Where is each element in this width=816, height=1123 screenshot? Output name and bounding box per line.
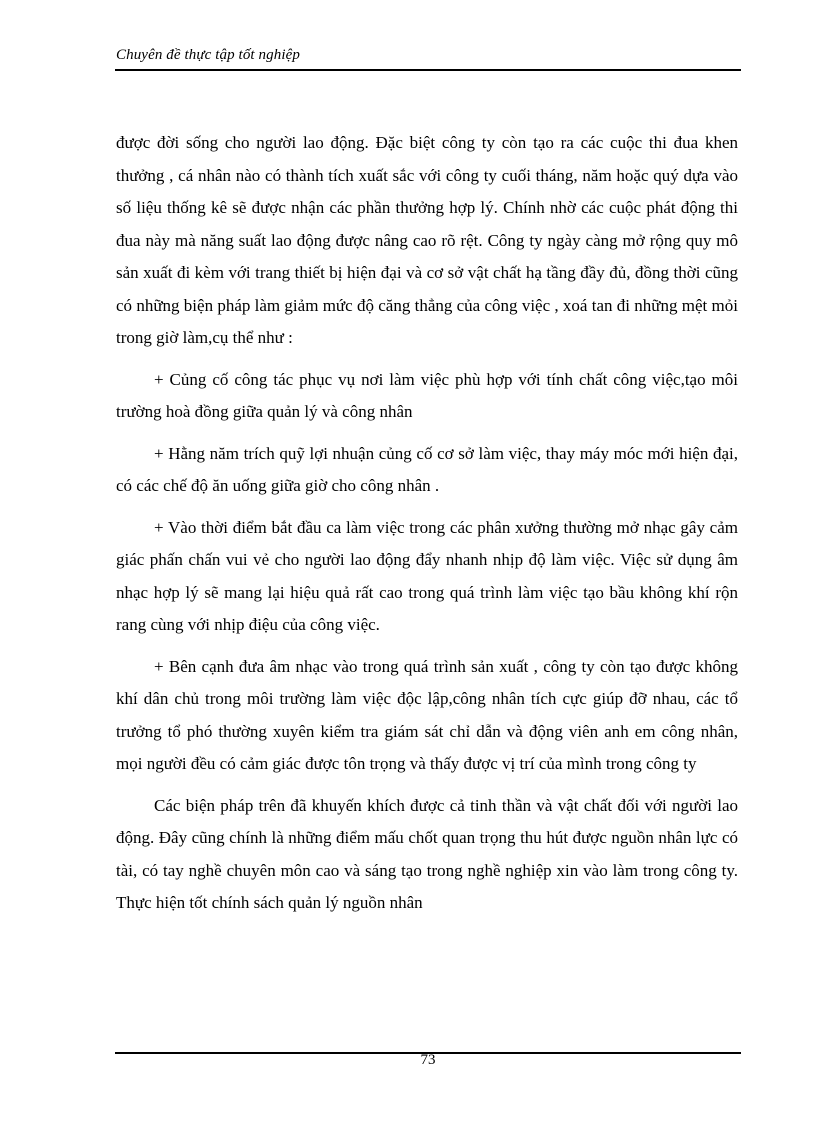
header-divider	[115, 69, 741, 71]
paragraph-bullet-3: + Vào thời điểm bắt đầu ca làm việc trong các phân xưởng thường mở nhạc gây cảm giác phấn chấn vui vẻ cho người lao động đẩy nhanh nhịp độ làm việc. Việc sử dụng âm nhạc hợp lý sẽ mang lại hiệu quả rất cao trong quá trình làm việc tạo bầu không khí rộn rang cùng với nhịp điệu của công việc.	[116, 517, 738, 634]
paragraph-bullet-2: + Hằng năm trích quỹ lợi nhuận củng cố cơ sở làm việc, thay máy móc mới hiện đại, có các chế độ ăn uống giữa giờ cho công nhân .	[116, 443, 738, 495]
paragraph-continuation: được đời sống cho người lao động. Đặc biệt công ty còn tạo ra các cuộc thi đua khen thưởng , cá nhân nào có thành tích xuất sắc với công ty cuối tháng, năm hoặc quý dựa vào số liệu thống kê sẽ được nhận các phần thưởng hợp lý. Chính nhờ các cuộc phát động thi đua này mà năng suất lao động được nâng cao rõ rệt. Công ty ngày càng mở rộng quy mô sản xuất đi kèm với trang thiết bị hiện đại và cơ sở vật chất hạ tầng đầy đủ, đồng thời cũng có những biện pháp làm giảm mức độ căng thẳng của công việc , xoá tan đi những mệt mỏi trong giờ làm,cụ thể như :	[116, 133, 738, 347]
paragraph-bullet-1: + Củng cố công tác phục vụ nơi làm việc phù hợp với tính chất công việc,tạo môi trường hoà đồng giữa quản lý và công nhân	[116, 369, 738, 421]
running-header: Chuyên đề thực tập tốt nghiệp	[116, 47, 300, 63]
paragraph-conclusion: Các biện pháp trên đã khuyến khích được cả tinh thần và vật chất đối với người lao động. Đây cũng chính là những điểm mấu chốt quan trọng thu hút được nguồn nhân lực có tài, có tay nghề chuyên môn cao và sáng tạo trong nghề nghiệp xin vào làm trong công ty. Thực hiện tốt chính sách quản lý nguồn nhân	[116, 795, 738, 912]
page-number: 73	[420, 1052, 436, 1068]
page-body	[116, 127, 738, 920]
paragraph-bullet-4: + Bên cạnh đưa âm nhạc vào trong quá trình sản xuất , công ty còn tạo được không khí dân chủ trong môi trường làm việc độc lập,công nhân tích cực giúp đỡ nhau, các tổ trưởng tổ phó thường xuyên kiểm tra giám sát chỉ dẫn và động viên anh em công nhân, mọi người đều có cảm giác được tôn trọng và thấy được vị trí của mình trong công ty	[116, 656, 738, 773]
